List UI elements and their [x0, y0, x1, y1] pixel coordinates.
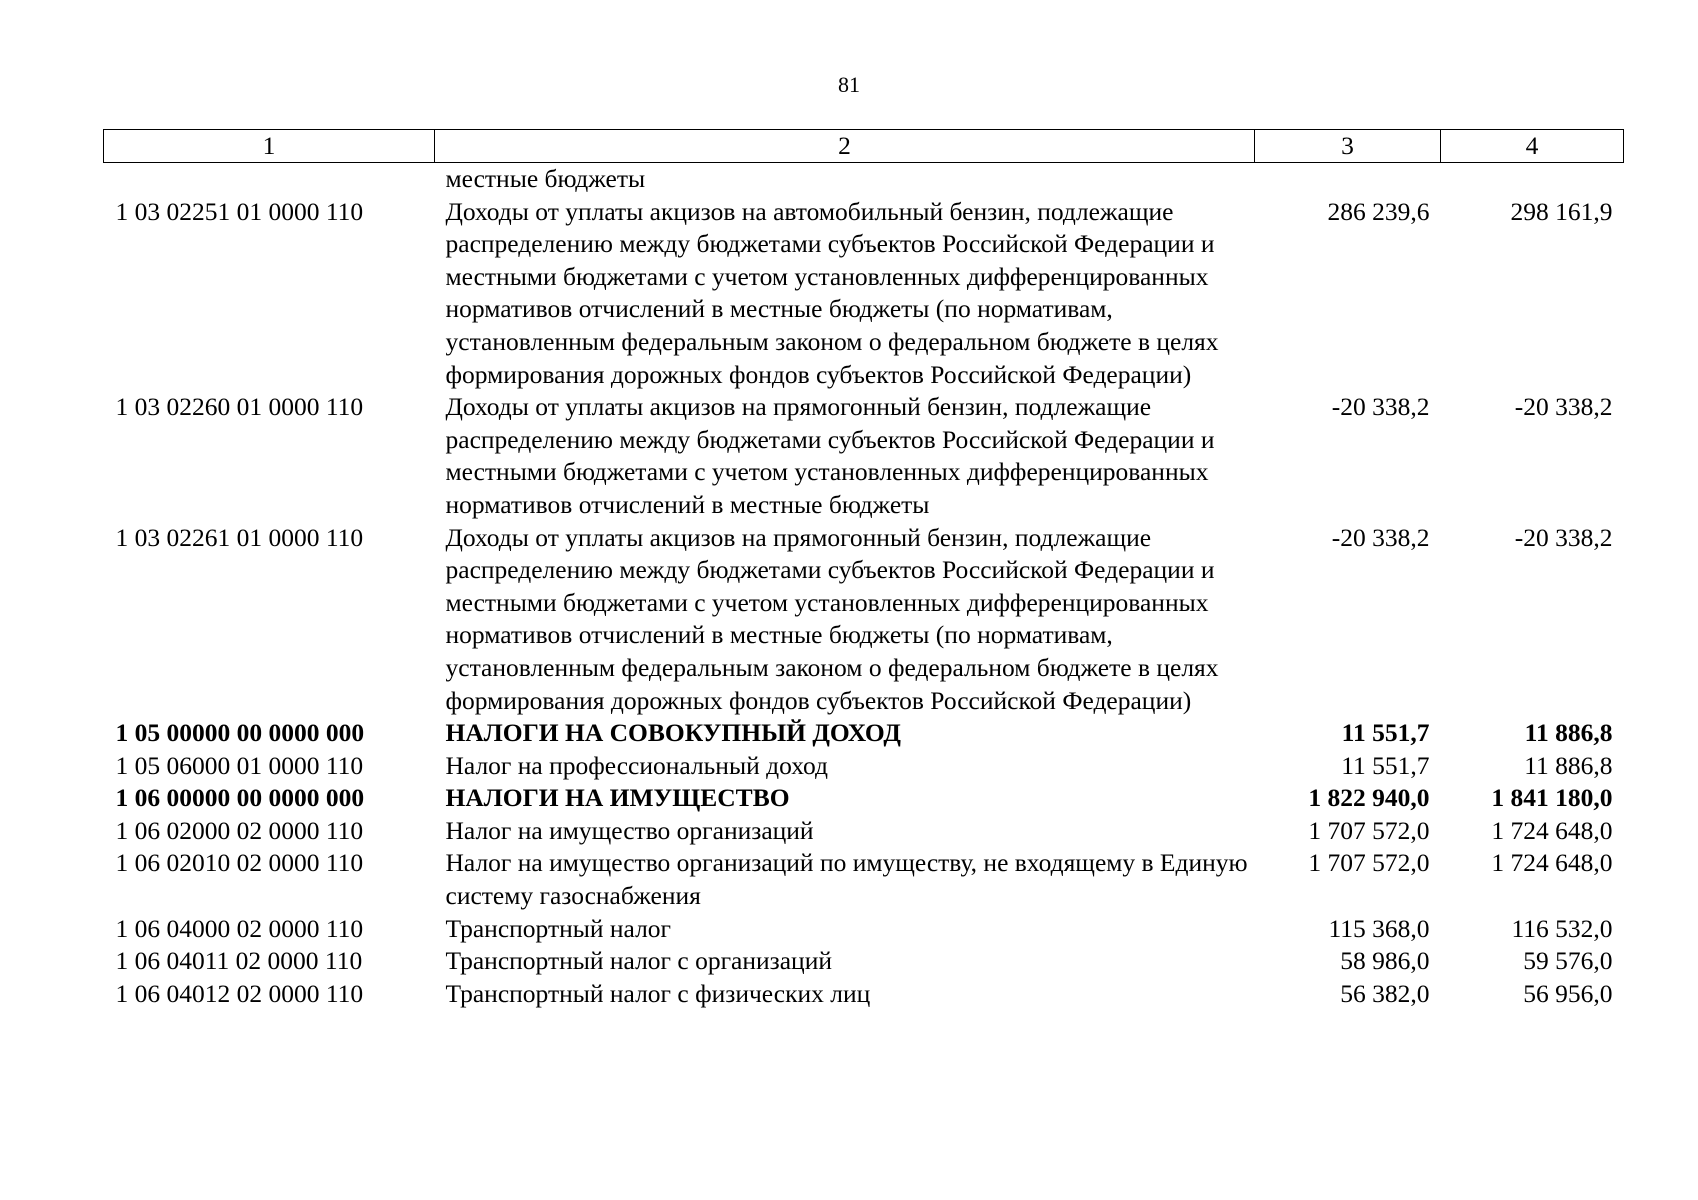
row-value-col4-cell: 1 724 648,0 — [1491, 815, 1613, 845]
table-row — [104, 163, 1624, 196]
table-row — [104, 717, 1624, 750]
table-row — [104, 847, 1624, 912]
row-name-cell: Доходы от уплаты акцизов на прямогонный бензин, подлежащие распределению между бюджетами субъектов Российской Федерации и местными бюджетами с учетом установленных дифференцированных нормативов отчислений в местные бюджеты (по нормативам, установленным федеральным законом о федеральном бюджете в целях формирования дорожных фондов субъектов Российской Федерации) — [445, 522, 1219, 715]
table-row — [104, 978, 1624, 1011]
row-name-cell: Налог на имущество организаций — [445, 815, 814, 845]
row-value-col4-cell: 116 532,0 — [1511, 913, 1613, 943]
row-code-cell: 1 06 04011 02 0000 110 — [115, 946, 363, 976]
table-row — [104, 196, 1624, 392]
row-name-cell: НАЛОГИ НА ИМУЩЕСТВО — [445, 783, 790, 813]
row-value-col4-cell: 298 161,9 — [1510, 196, 1613, 226]
row-code-cell: 1 06 00000 00 0000 000 — [115, 783, 365, 813]
page-number: 81 — [838, 72, 860, 97]
row-value-col4-cell: -20 338,2 — [1514, 392, 1613, 422]
row-value-col3-cell: 11 551,7 — [1341, 750, 1430, 780]
table-row — [104, 945, 1624, 978]
row-value-col3-cell: 115 368,0 — [1328, 913, 1430, 943]
row-code-cell: 1 06 02000 02 0000 110 — [115, 815, 364, 845]
row-value-col4-cell: -20 338,2 — [1514, 522, 1613, 552]
budget-table — [103, 129, 1624, 1010]
row-name-cell: Транспортный налог с физических лиц — [445, 978, 871, 1008]
table-header — [104, 130, 1624, 163]
header-col-2: 2 — [435, 130, 1255, 163]
row-value-col3-cell: -20 338,2 — [1331, 392, 1430, 422]
row-value-col4-cell: 56 956,0 — [1523, 978, 1613, 1008]
row-value-col4-cell: 11 886,8 — [1524, 750, 1613, 780]
header-col-3: 3 — [1255, 130, 1441, 163]
row-code-cell: 1 05 00000 00 0000 000 — [115, 718, 365, 748]
row-value-col4-cell: 11 886,8 — [1524, 718, 1613, 748]
row-code-cell: 1 03 02251 01 0000 110 — [115, 196, 364, 226]
budget-table-container — [103, 129, 1623, 1010]
row-code-cell: 1 03 02260 01 0000 110 — [115, 392, 364, 422]
row-code-cell: 1 03 02261 01 0000 110 — [115, 522, 364, 552]
table-row — [104, 391, 1624, 521]
row-name-cell: Налог на профессиональный доход — [445, 750, 828, 780]
row-name-cell: НАЛОГИ НА СОВОКУПНЫЙ ДОХОД — [445, 718, 901, 748]
row-code-cell: 1 06 04000 02 0000 110 — [115, 913, 364, 943]
row-name-cell: Транспортный налог — [445, 913, 672, 943]
row-value-col4-cell: 59 576,0 — [1523, 946, 1613, 976]
row-value-col3-cell: 11 551,7 — [1341, 718, 1430, 748]
row-name-cell: Налог на имущество организаций по имуществу, не входящему в Единую систему газоснабжения — [445, 848, 1248, 911]
row-value-col3-cell: -20 338,2 — [1331, 522, 1430, 552]
row-value-col4-cell — [1441, 163, 1624, 196]
row-value-col4-cell: 1 841 180,0 — [1491, 783, 1613, 813]
table-row — [104, 522, 1624, 718]
row-name-cell: местные бюджеты — [445, 164, 646, 193]
row-name-cell: Доходы от уплаты акцизов на автомобильный бензин, подлежащие распределению между бюджетами субъектов Российской Федерации и местными бюджетами с учетом установленных дифференцированных нормативов отчислений в местные бюджеты (по нормативам, установленным федеральным законом о федеральном бюджете в целях формирования дорожных фондов субъектов Российской Федерации) — [445, 196, 1219, 389]
row-value-col3-cell: 56 382,0 — [1340, 978, 1430, 1008]
row-code-cell: 1 06 04012 02 0000 110 — [115, 978, 364, 1008]
row-value-col3-cell: 1 707 572,0 — [1308, 815, 1430, 845]
header-col-4: 4 — [1441, 130, 1624, 163]
header-col-1: 1 — [104, 130, 435, 163]
table-row — [104, 750, 1624, 783]
row-name-cell: Доходы от уплаты акцизов на прямогонный бензин, подлежащие распределению между бюджетами субъектов Российской Федерации и местными бюджетами с учетом установленных дифференцированных нормативов отчислений в местные бюджеты — [445, 392, 1215, 519]
row-value-col3-cell: 58 986,0 — [1340, 946, 1430, 976]
row-code-cell — [104, 163, 435, 196]
row-value-col3-cell: 1 707 572,0 — [1308, 848, 1430, 878]
table-row — [104, 815, 1624, 848]
row-name-cell: Транспортный налог с организаций — [445, 946, 832, 976]
row-value-col3-cell — [1255, 163, 1441, 196]
table-body — [104, 163, 1624, 1011]
header-row — [104, 130, 1624, 163]
table-row — [104, 913, 1624, 946]
row-value-col3-cell: 286 239,6 — [1327, 196, 1430, 226]
row-code-cell: 1 05 06000 01 0000 110 — [115, 750, 364, 780]
table-row — [104, 782, 1624, 815]
row-value-col3-cell: 1 822 940,0 — [1308, 783, 1430, 813]
row-value-col4-cell: 1 724 648,0 — [1491, 848, 1613, 878]
row-code-cell: 1 06 02010 02 0000 110 — [115, 848, 364, 878]
